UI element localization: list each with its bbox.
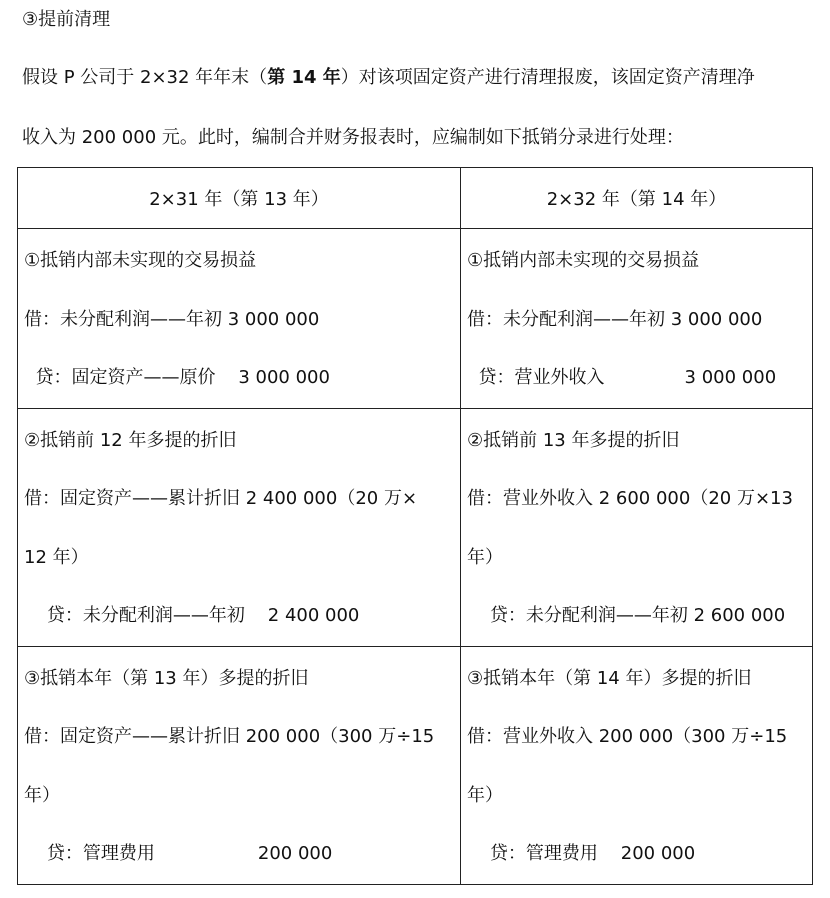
entry-line: 年） [24, 784, 60, 806]
entry-line: 贷：未分配利润——年初 2 600 000 [467, 605, 786, 626]
text: ）对该项固定资产进行清理报废，该固定资产清理净 [340, 67, 755, 88]
elimination-entries-table [17, 167, 813, 885]
table-cell [18, 646, 461, 884]
entry-line: 贷：未分配利润——年初 2 400 000 [24, 605, 360, 626]
table-cell [461, 408, 813, 646]
entry-line: 贷：营业外收入 3 000 000 [467, 367, 777, 388]
paragraph-line-2: 收入为 200 000 元。此时，编制合并财务报表时，应编制如下抵销分录进行处理： [22, 127, 684, 148]
entry-line: 年） [467, 784, 503, 806]
entry-line: 借：固定资产——累计折旧 200 000（300 万÷15 [24, 726, 435, 747]
entry-line: 借：营业外收入 2 600 000（20 万×13 [467, 488, 793, 509]
table-row [18, 646, 813, 884]
entry-line: ②抵销前 12 年多提的折旧 [24, 429, 237, 451]
table-row [18, 408, 813, 646]
table-cell [461, 229, 813, 409]
entry-line: ①抵销内部未实现的交易损益 [24, 250, 257, 271]
text: 假设 P 公司于 2×32 年年末（ [22, 67, 268, 88]
entry-line: 贷：管理费用 200 000 [24, 843, 333, 864]
entry-line: ③抵销本年（第 14 年）多提的折旧 [467, 667, 752, 689]
entry-line: 年） [467, 546, 503, 568]
table-cell [18, 408, 461, 646]
entry-line: 借：营业外收入 200 000（300 万÷15 [467, 726, 788, 747]
entry-line: 借：固定资产——累计折旧 2 400 000（20 万× [24, 488, 418, 509]
header-cell: 2×31 年（第 13 年） [18, 168, 461, 229]
entry-line: 贷：固定资产——原价 3 000 000 [24, 367, 330, 388]
section-heading: ③提前清理 [22, 9, 111, 30]
table-cell [461, 646, 813, 884]
header-cell: 2×32 年（第 14 年） [461, 168, 813, 229]
table-header-row [18, 168, 813, 229]
entry-line: ②抵销前 13 年多提的折旧 [467, 429, 680, 451]
entry-line: 贷：管理费用 200 000 [467, 843, 696, 864]
entry-line: ①抵销内部未实现的交易损益 [467, 250, 700, 271]
entry-line: 12 年） [24, 546, 89, 568]
entry-line: 借：未分配利润——年初 3 000 000 [24, 308, 320, 330]
entry-line: 借：未分配利润——年初 3 000 000 [467, 308, 763, 330]
entry-line: ③抵销本年（第 13 年）多提的折旧 [24, 667, 309, 689]
bold-text: 第 14 年 [267, 67, 341, 88]
table-row [18, 229, 813, 409]
table-cell [18, 229, 461, 409]
paragraph-line-1 [22, 66, 755, 90]
